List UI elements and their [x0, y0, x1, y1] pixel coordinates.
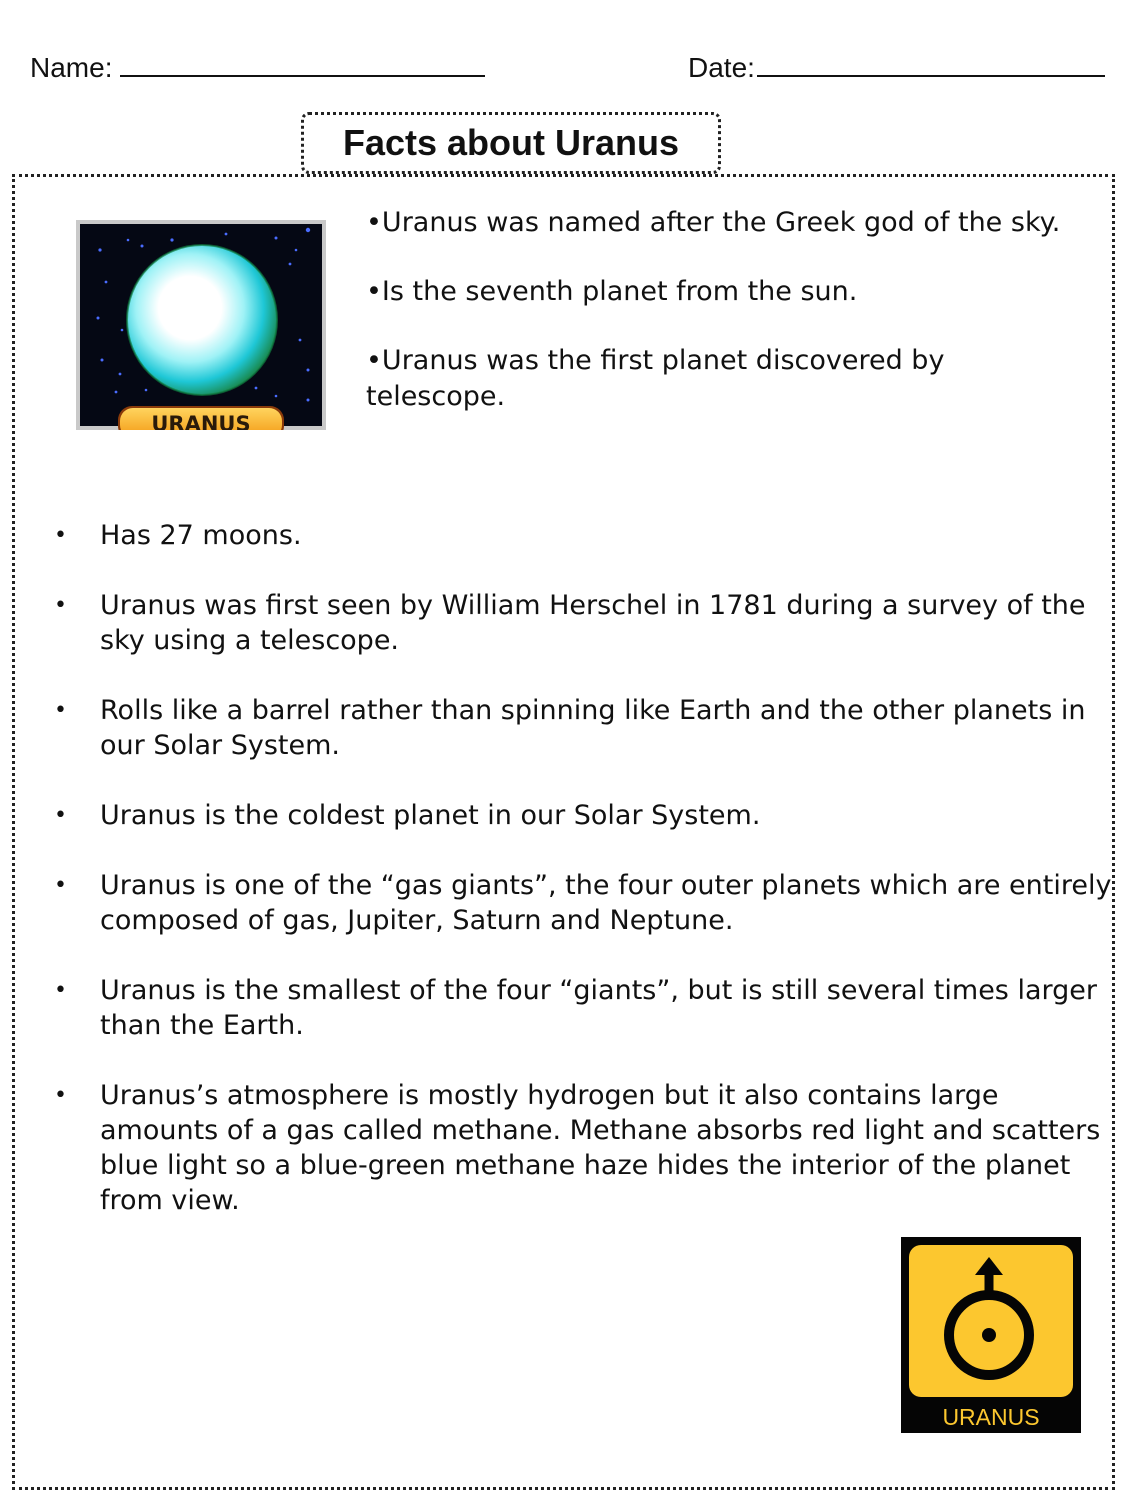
- fact-text: Uranus’s atmosphere is mostly hydrogen but it also contains large amounts of a gas called methane. Methane absorbs red light and scatters blue light so a blue-green methane haze hides the interior of the planet from view.: [100, 1080, 1101, 1216]
- date-line[interactable]: [757, 53, 1105, 77]
- bullet-icon: •: [54, 978, 67, 1003]
- name-field[interactable]: [30, 52, 485, 84]
- bullet-icon: •: [54, 1083, 67, 1108]
- fact-text: Rolls like a barrel rather than spinning like Earth and the other planets in our Solar System.: [100, 695, 1086, 761]
- list-item: [52, 798, 1112, 833]
- uranus-planet-image: [76, 220, 326, 430]
- list-item: [52, 1078, 1112, 1218]
- fact-text: Uranus is the smallest of the four “giants”, but is still several times larger than the Earth.: [100, 975, 1097, 1041]
- bullet-icon: •: [54, 698, 67, 723]
- date-label: Date:: [688, 52, 755, 83]
- top-fact-item: •Uranus was named after the Greek god of the sky.: [366, 207, 1061, 238]
- top-fact-item: •Uranus was the first planet discovered by telescope.: [366, 345, 945, 412]
- list-item: [52, 868, 1112, 938]
- fact-list: [52, 518, 1112, 1253]
- list-item: [52, 693, 1112, 763]
- bullet-icon: •: [54, 523, 67, 548]
- name-label: Name:: [30, 52, 113, 83]
- list-item: [52, 518, 1112, 553]
- fact-text: Uranus is one of the “gas giants”, the four outer planets which are entirely composed of gas, Jupiter, Saturn and Neptune.: [100, 870, 1112, 936]
- page-title: Facts about Uranus: [342, 122, 680, 163]
- planet-image-label: URANUS: [151, 412, 251, 430]
- list-item: [52, 973, 1112, 1043]
- title-box: [301, 112, 721, 174]
- fact-text: Uranus is the coldest planet in our Solar System.: [100, 800, 761, 831]
- fact-text: Has 27 moons.: [100, 520, 302, 551]
- list-item: [52, 588, 1112, 658]
- fact-text: Uranus was first seen by William Herschel in 1781 during a survey of the sky using a telescope.: [100, 590, 1086, 656]
- bullet-icon: •: [54, 803, 67, 828]
- bullet-icon: •: [54, 593, 67, 618]
- top-facts: [366, 205, 1086, 448]
- top-fact-item: •Is the seventh planet from the sun.: [366, 276, 858, 307]
- symbol-card-label: URANUS: [942, 1404, 1040, 1430]
- uranus-symbol-card: [901, 1237, 1081, 1433]
- date-field[interactable]: [688, 52, 1105, 84]
- bullet-icon: •: [54, 873, 67, 898]
- name-line[interactable]: [120, 53, 485, 77]
